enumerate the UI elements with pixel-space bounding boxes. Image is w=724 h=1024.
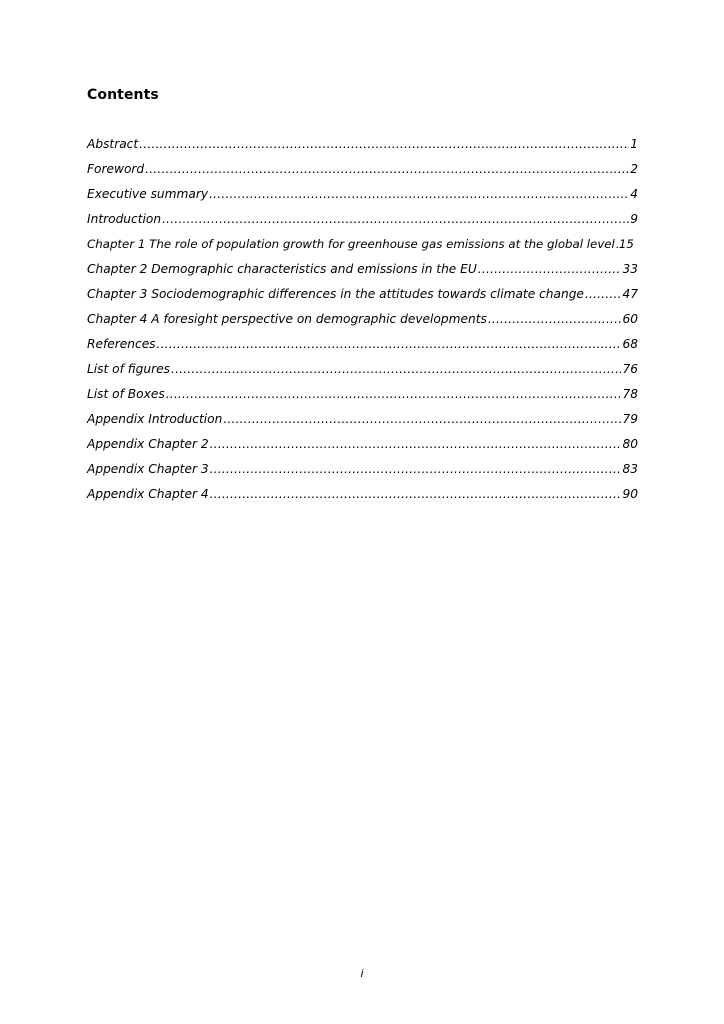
toc-entry-executive-summary[interactable]: [87, 187, 638, 212]
toc-entry-list-of-figures[interactable]: [87, 362, 638, 387]
toc-entry-page: 2: [630, 162, 638, 176]
toc-leader-dots: [210, 487, 622, 501]
toc-leader-dots: [585, 287, 622, 301]
toc-entry-label: Executive summary: [87, 187, 209, 201]
toc-leader-dots: [145, 162, 629, 176]
toc-leader-dots: [162, 212, 629, 226]
toc-leader-dots: [210, 437, 622, 451]
page-number: i: [360, 967, 364, 980]
toc-entry-page: 76: [622, 362, 638, 376]
toc-entry-appendix-chapter-3[interactable]: [87, 462, 638, 487]
toc-entry-appendix-chapter-2[interactable]: [87, 437, 638, 462]
toc-entry-page: 80: [622, 437, 638, 451]
toc-entry-chapter-2[interactable]: [87, 262, 638, 287]
contents-heading: Contents: [87, 87, 159, 103]
toc-entry-label: Chapter 3 Sociodemographic differences in the attitudes towards climate change: [87, 287, 584, 301]
toc-entry-page: 68: [622, 337, 638, 351]
toc-entry-page: 9: [630, 212, 638, 226]
toc-entry-page: 4: [630, 187, 638, 201]
toc-entry-foreword[interactable]: [87, 162, 638, 187]
toc-entry-page: 78: [622, 387, 638, 401]
toc-leader-dots: [616, 237, 618, 251]
toc-entry-page: 79: [622, 412, 638, 426]
toc-leader-dots: [139, 137, 629, 151]
toc-entry-label: Chapter 1 The role of population growth for greenhouse gas emissions at the global level: [87, 237, 615, 251]
toc-entry-references[interactable]: [87, 337, 638, 362]
toc-entry-page: 15: [618, 237, 634, 251]
toc-entry-label: Chapter 4 A foresight perspective on demographic developments: [87, 312, 487, 326]
toc-entry-label: List of figures: [87, 362, 170, 376]
table-of-contents: [87, 137, 638, 512]
toc-leader-dots: [171, 362, 621, 376]
toc-entry-label: Foreword: [87, 162, 145, 176]
toc-entry-introduction[interactable]: [87, 212, 638, 237]
toc-entry-page: 90: [622, 487, 638, 501]
toc-entry-page: 83: [622, 462, 638, 476]
toc-leader-dots: [478, 262, 622, 276]
toc-entry-label: References: [87, 337, 156, 351]
toc-leader-dots: [166, 387, 622, 401]
toc-entry-appendix-chapter-4[interactable]: [87, 487, 638, 512]
toc-entry-page: 60: [622, 312, 638, 326]
toc-entry-list-of-boxes[interactable]: [87, 387, 638, 412]
toc-entry-page: 33: [622, 262, 638, 276]
toc-entry-label: Appendix Chapter 2: [87, 437, 209, 451]
toc-entry-page: 47: [622, 287, 638, 301]
toc-entry-label: Chapter 2 Demographic characteristics and emissions in the EU: [87, 262, 477, 276]
toc-entry-label: List of Boxes: [87, 387, 165, 401]
toc-leader-dots: [209, 187, 629, 201]
toc-leader-dots: [157, 337, 622, 351]
toc-entry-chapter-1[interactable]: [87, 237, 638, 262]
toc-entry-label: Appendix Chapter 3: [87, 462, 209, 476]
toc-entry-page: 1: [630, 137, 638, 151]
toc-entry-label: Appendix Introduction: [87, 412, 223, 426]
toc-leader-dots: [210, 462, 622, 476]
toc-entry-label: Abstract: [87, 137, 139, 151]
toc-entry-label: Appendix Chapter 4: [87, 487, 209, 501]
toc-entry-chapter-3[interactable]: [87, 287, 638, 312]
toc-leader-dots: [488, 312, 622, 326]
toc-leader-dots: [223, 412, 621, 426]
toc-entry-appendix-introduction[interactable]: [87, 412, 638, 437]
toc-entry-label: Introduction: [87, 212, 162, 226]
toc-entry-abstract[interactable]: [87, 137, 638, 162]
toc-entry-chapter-4[interactable]: [87, 312, 638, 337]
